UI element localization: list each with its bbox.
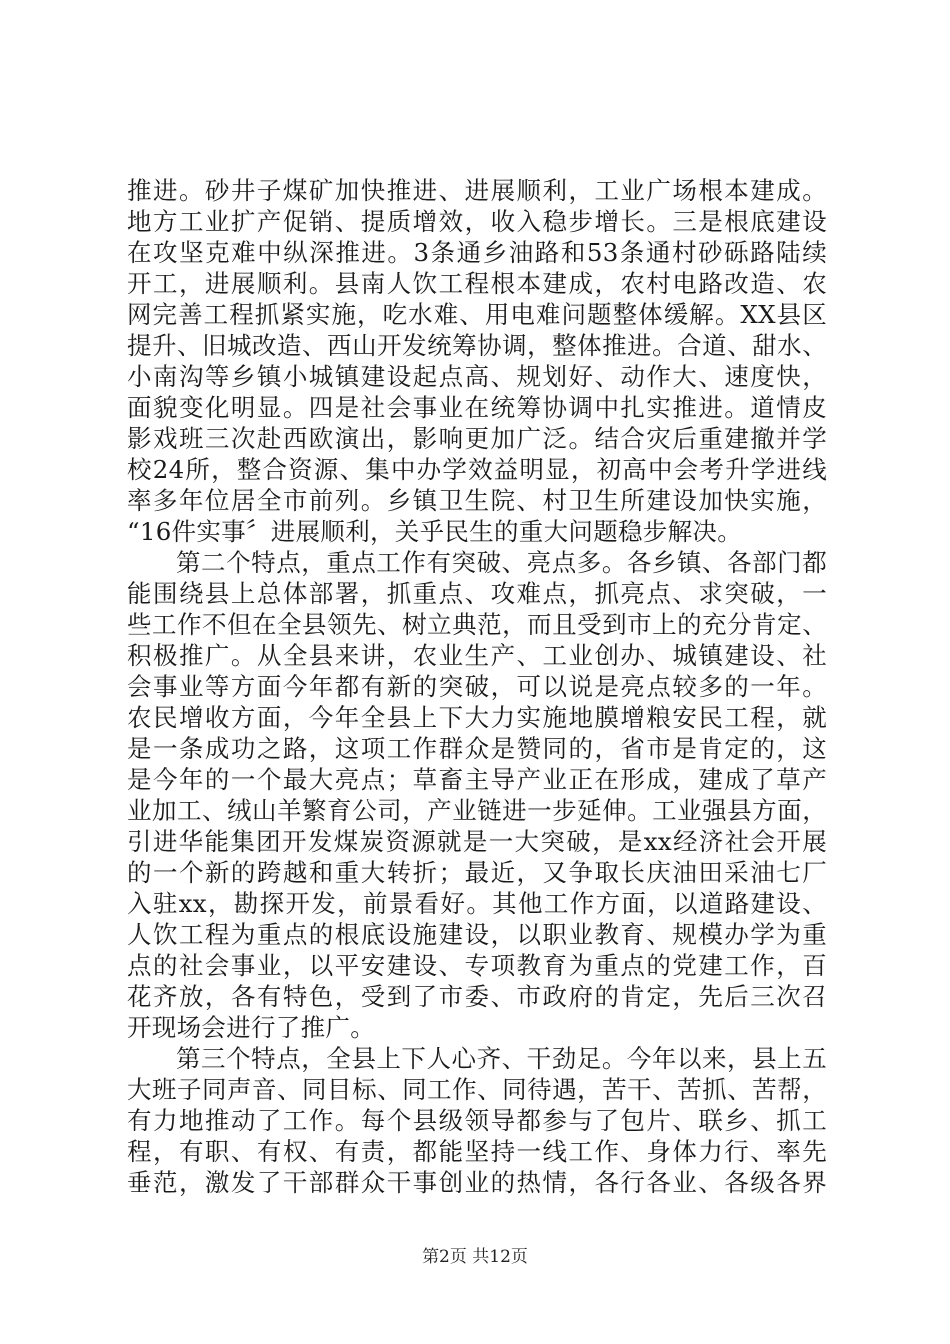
text-line: 网完善工程抓紧实施，吃水难、用电难问题整体缓解。XX县区 bbox=[127, 300, 827, 329]
text-line: “16件实事〞进展顺利，关乎民生的重大问题稳步解决。 bbox=[127, 517, 742, 546]
paragraph-start-line: 第二个特点，重点工作有突破、亮点多。各乡镇、各部门都 bbox=[176, 548, 827, 577]
text-line: 农民增收方面，今年全县上下大力实施地膜增粮安民工程，就 bbox=[127, 703, 827, 732]
text-line: 花齐放，各有特色，受到了市委、市政府的肯定，先后三次召 bbox=[127, 982, 827, 1011]
page-number-footer: 第2页 共12页 bbox=[422, 1247, 528, 1267]
text-line: 推进。砂井子煤矿加快推进、进展顺利，工业广场根本建成。 bbox=[127, 176, 827, 205]
text-line: 积极推广。从全县来讲，农业生产、工业创办、城镇建设、社 bbox=[127, 641, 827, 670]
text-line: 小南沟等乡镇小城镇建设起点高、规划好、动作大、速度快， bbox=[127, 362, 827, 391]
text-line: 垂范，激发了干部群众干事创业的热情，各行各业、各级各界 bbox=[127, 1168, 827, 1197]
text-line: 人饮工程为重点的根底设施建设，以职业教育、规模办学为重 bbox=[127, 920, 827, 949]
text-line: 引进华能集团开发煤炭资源就是一大突破，是xx经济社会开展 bbox=[127, 827, 827, 856]
text-line: 会事业等方面今年都有新的突破，可以说是亮点较多的一年。 bbox=[127, 672, 827, 701]
text-line: 程，有职、有权、有责，都能坚持一线工作、身体力行、率先 bbox=[127, 1137, 827, 1166]
text-line: 面貌变化明显。四是社会事业在统筹协调中扎实推进。道情皮 bbox=[127, 393, 827, 422]
text-line: 有力地推动了工作。每个县级领导都参与了包片、联乡、抓工 bbox=[127, 1106, 827, 1135]
text-line: 地方工业扩产促销、提质增效，收入稳步增长。三是根底建设 bbox=[127, 207, 827, 236]
text-line: 业加工、绒山羊繁育公司，产业链进一步延伸。工业强县方面， bbox=[127, 796, 827, 825]
text-line: 入驻xx，勘探开发，前景看好。其他工作方面，以道路建设、 bbox=[127, 889, 827, 918]
text-line: 开工，进展顺利。县南人饮工程根本建成，农村电路改造、农 bbox=[127, 269, 827, 298]
text-line: 的一个新的跨越和重大转折；最近，又争取长庆油田采油七厂 bbox=[127, 858, 827, 887]
text-line: 在攻坚克难中纵深推进。3条通乡油路和53条通村砂砾路陆续 bbox=[127, 238, 827, 267]
text-line: 提升、旧城改造、西山开发统筹协调，整体推进。合道、甜水、 bbox=[127, 331, 827, 360]
text-line: 率多年位居全市前列。乡镇卫生院、村卫生所建设加快实施， bbox=[127, 486, 827, 515]
text-line: 点的社会事业，以平安建设、专项教育为重点的党建工作，百 bbox=[127, 951, 827, 980]
text-line: 是今年的一个最大亮点；草畜主导产业正在形成，建成了草产 bbox=[127, 765, 827, 794]
text-line: 些工作不但在全县领先、树立典范，而且受到市上的充分肯定、 bbox=[127, 610, 827, 639]
text-line: 大班子同声音、同目标、同工作、同待遇，苦干、苦抓、苦帮， bbox=[127, 1075, 827, 1104]
text-line: 校24所，整合资源、集中办学效益明显，初高中会考升学进线 bbox=[127, 455, 827, 484]
text-line: 开现场会进行了推广。 bbox=[127, 1013, 375, 1042]
text-line: 能围绕县上总体部署，抓重点、攻难点，抓亮点、求突破，一 bbox=[127, 579, 827, 608]
body-text bbox=[127, 175, 827, 1198]
text-line: 是一条成功之路，这项工作群众是赞同的，省市是肯定的，这 bbox=[127, 734, 827, 763]
paragraph-start-line: 第三个特点，全县上下人心齐、干劲足。今年以来，县上五 bbox=[176, 1044, 827, 1073]
text-line: 影戏班三次赴西欧演出，影响更加广泛。结合灾后重建撤并学 bbox=[127, 424, 827, 453]
